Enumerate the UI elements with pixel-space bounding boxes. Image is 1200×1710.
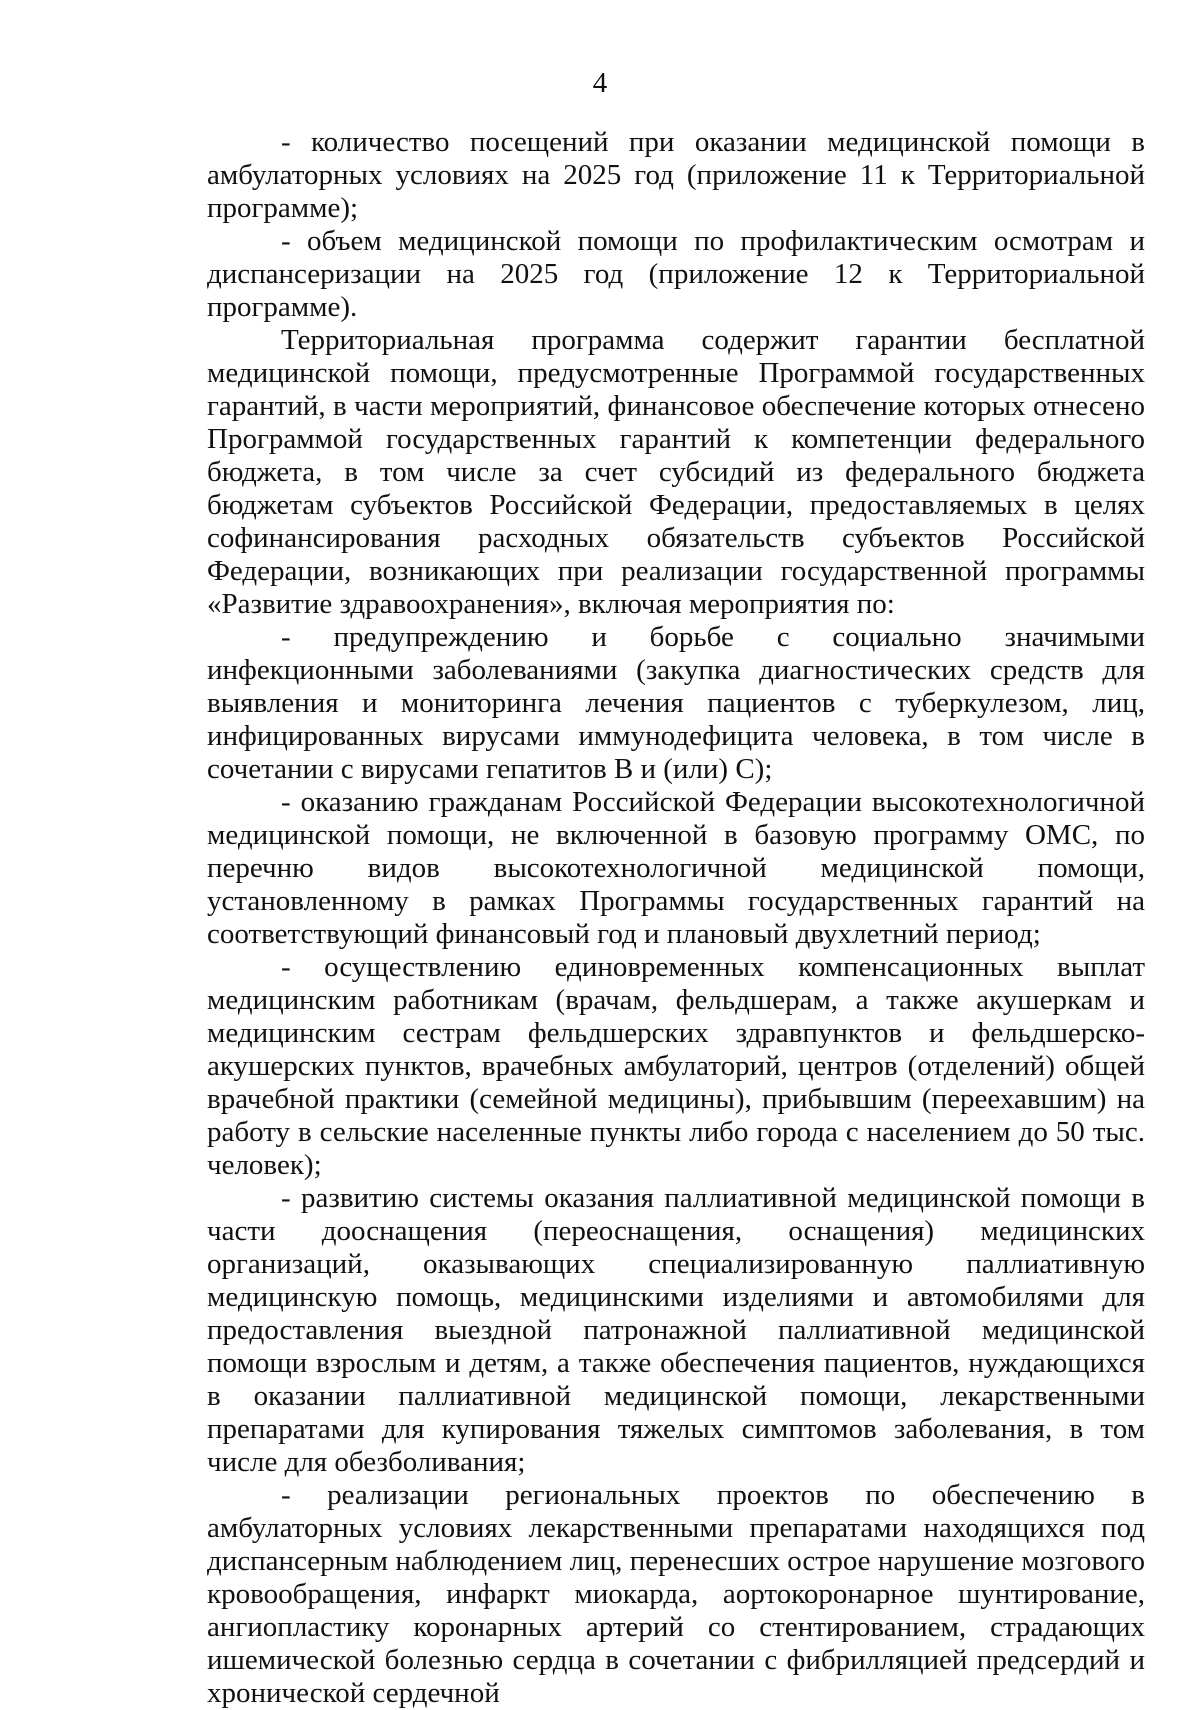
paragraph-territorial-program: Территориальная программа содержит гарантии бесплатной медицинской помощи, предусмотренные Программой государственных гарантий, в части мероприятий, финансовое обеспечение которых отнесено Программой государственных гарантий к компетенции федерального бюджета, в том числе за счет субсидий из федерального бюджета бюджетам субъектов Российской Федерации, предоставляемых в целях софинансирования расходных обязательств субъектов Российской Федерации, возникающих при реализации государственной программы «Развитие здравоохранения», включая мероприятия по:: [207, 324, 1145, 620]
page-number: 4: [592, 67, 608, 99]
paragraph-visits-count: - количество посещений при оказании медицинской помощи в амбулаторных условиях на 2025 год (приложение 11 к Территориальной программе);: [207, 126, 1145, 224]
document-body: [207, 126, 1145, 1710]
paragraph-compensation-payments: - осуществлению единовременных компенсационных выплат медицинским работникам (врачам, фельдшерам, а также акушеркам и медицинским сестрам фельдшерских здравпунктов и фельдшерско-акушерских пунктов, врачебных амбулаторий, центров (отделений) общей врачебной практики (семейной медицины), прибывшим (переехавшим) на работу в сельские населенные пункты либо города с населением до 50 тыс. человек);: [207, 951, 1145, 1181]
paragraph-regional-projects: - реализации региональных проектов по обеспечению в амбулаторных условиях лекарственными препаратами находящихся под диспансерным наблюдением лиц, перенесших острое нарушение мозгового кровообращения, инфаркт миокарда, аортокоронарное шунтирование, ангиопластику коронарных артерий со стентированием, страдающих ишемической болезнью сердца в сочетании с фибрилляцией предсердий и хронической сердечной: [207, 1479, 1145, 1709]
paragraph-infectious-diseases: - предупреждению и борьбе с социально значимыми инфекционными заболеваниями (закупка диагностических средств для выявления и мониторинга лечения пациентов с туберкулезом, лиц, инфицированных вирусами иммунодефицита человека, в том числе в сочетании с вирусами гепатитов В и (или) С);: [207, 621, 1145, 785]
paragraph-palliative-care: - развитию системы оказания паллиативной медицинской помощи в части дооснащения (переоснащения, оснащения) медицинских организаций, оказывающих специализированную паллиативную медицинскую помощь, медицинскими изделиями и автомобилями для предоставления выездной патронажной паллиативной медицинской помощи взрослым и детям, а также обеспечения пациентов, нуждающихся в оказании паллиативной медицинской помощи, лекарственными препаратами для купирования тяжелых симптомов заболевания, в том числе для обезболивания;: [207, 1182, 1145, 1478]
paragraph-high-tech-care: - оказанию гражданам Российской Федерации высокотехнологичной медицинской помощи, не включенной в базовую программу ОМС, по перечню видов высокотехнологичной медицинской помощи, установленному в рамках Программы государственных гарантий на соответствующий финансовый год и плановый двухлетний период;: [207, 786, 1145, 950]
paragraph-preventive-exams: - объем медицинской помощи по профилактическим осмотрам и диспансеризации на 2025 год (приложение 12 к Территориальной программе).: [207, 225, 1145, 323]
